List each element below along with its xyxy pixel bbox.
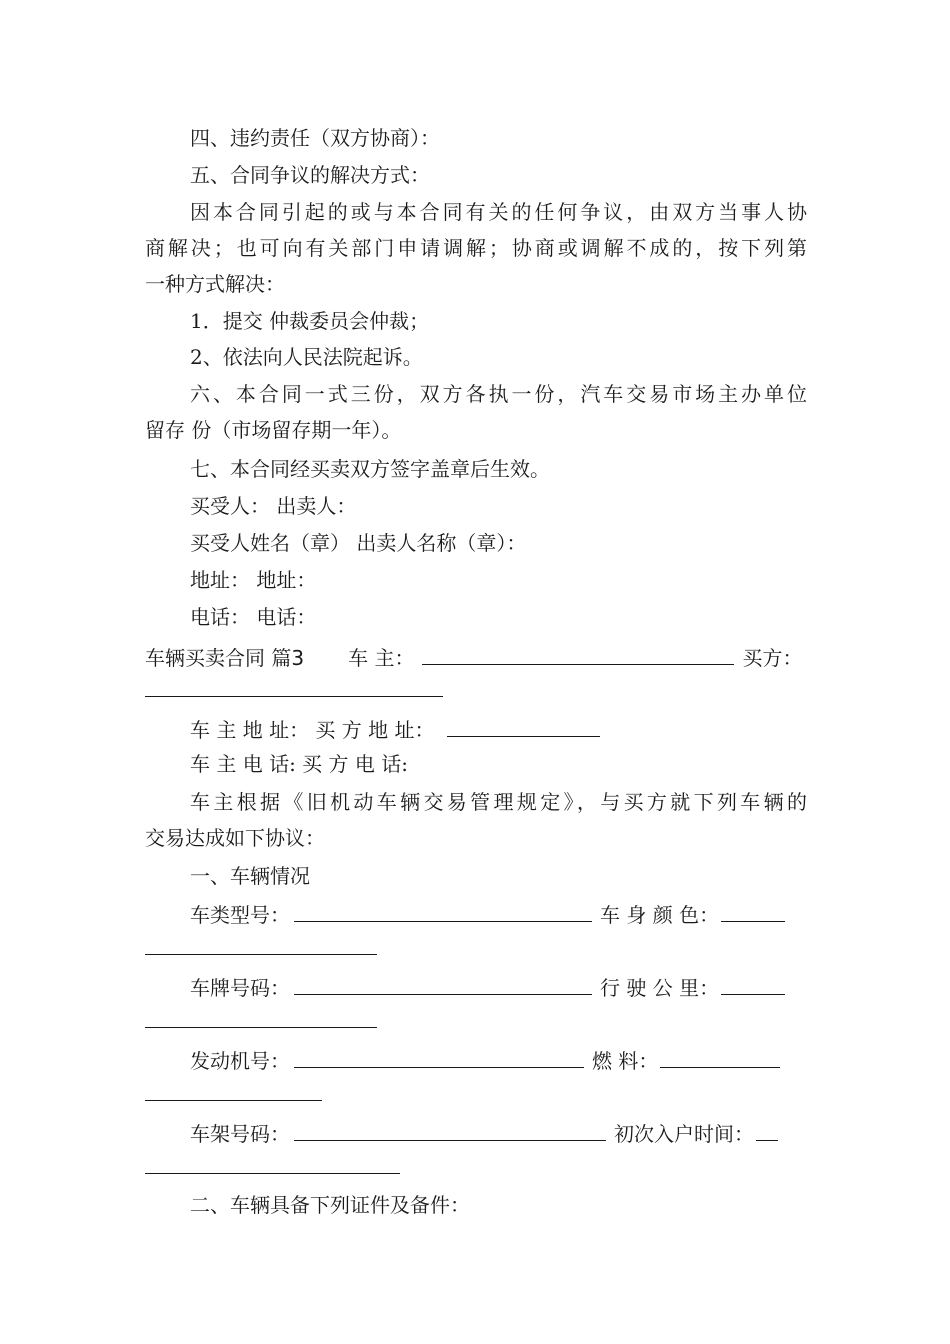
owner-label: 车 主：: [348, 646, 415, 670]
engine-blank[interactable]: [294, 1046, 584, 1068]
owner-blank[interactable]: [422, 643, 734, 665]
registration-blank[interactable]: [756, 1119, 778, 1141]
signature-phone: 电话： 电话：: [190, 605, 317, 629]
paragraph-line: 留存 份（市场留存期一年）。: [145, 418, 402, 442]
model-color-line: [190, 900, 807, 927]
paragraph-line: 一种方式解决：: [145, 272, 285, 296]
option-arbitration: 1．提交 仲裁委员会仲裁；: [190, 309, 430, 333]
mileage-label: 行 驶 公 里：: [600, 976, 720, 1000]
mileage-blank-continued[interactable]: [145, 1006, 377, 1028]
signature-names: 买受人姓名（章） 出卖人名称（章）：: [190, 531, 527, 555]
fuel-label: 燃 料：: [592, 1049, 659, 1073]
phone-line: 车 主 电 话: 买 方 电 话:: [190, 752, 408, 776]
clause-7-effective: 七、本合同经买卖双方签字盖章后生效。: [190, 457, 550, 481]
signature-parties: 买受人： 出卖人：: [190, 494, 357, 518]
buyer-address-blank[interactable]: [447, 715, 600, 737]
address-line: [190, 715, 807, 742]
section-3-heading: 车辆买卖合同 篇3: [145, 646, 305, 670]
color-label: 车 身 颜 色：: [600, 903, 720, 927]
section-3-header-line: [145, 643, 807, 670]
option-court: 2、依法向人民法院起诉。: [190, 345, 423, 369]
buyer-blank-line: [145, 675, 807, 702]
vehicle-info-heading: 一、车辆情况: [190, 864, 310, 888]
intro-line: 车主根据《旧机动车辆交易管理规定》，与买方就下列车辆的: [190, 790, 807, 814]
paragraph-line: 商解决；也可向有关部门申请调解；协商或调解不成的，按下列第: [145, 236, 807, 260]
color-blank-continued[interactable]: [145, 933, 377, 955]
fuel-blank-line: [145, 1079, 807, 1106]
paragraph-line: 因本合同引起的或与本合同有关的任何争议，由双方当事人协: [190, 200, 807, 224]
frame-blank[interactable]: [294, 1119, 606, 1141]
clause-4-breach-liability: 四、违约责任（双方协商）：: [190, 126, 440, 150]
documents-heading: 二、车辆具备下列证件及备件：: [190, 1193, 470, 1217]
signature-address: 地址： 地址：: [190, 568, 317, 592]
mileage-blank[interactable]: [721, 973, 785, 995]
plate-blank[interactable]: [294, 973, 592, 995]
buyer-blank[interactable]: [145, 675, 443, 697]
frame-label: 车架号码：: [190, 1122, 290, 1146]
mileage-blank-line: [145, 1006, 807, 1033]
engine-fuel-line: [190, 1046, 807, 1073]
color-blank[interactable]: [721, 900, 785, 922]
color-blank-line: [145, 933, 807, 960]
fuel-blank-continued[interactable]: [145, 1079, 322, 1101]
registration-label: 初次入户时间：: [614, 1122, 754, 1146]
model-blank[interactable]: [294, 900, 592, 922]
address-label: 车 主 地 址： 买 方 地 址：: [190, 718, 435, 742]
registration-blank-continued[interactable]: [145, 1152, 400, 1174]
engine-label: 发动机号：: [190, 1049, 290, 1073]
buyer-label: 买方：: [742, 646, 803, 670]
intro-line: 交易达成如下协议：: [145, 826, 325, 850]
model-label: 车类型号：: [190, 903, 290, 927]
fuel-blank[interactable]: [660, 1046, 780, 1068]
clause-6-copies: 六、本合同一式三份，双方各执一份，汽车交易市场主办单位: [190, 382, 807, 406]
clause-5-dispute-resolution: 五、合同争议的解决方式：: [190, 163, 430, 187]
registration-blank-line: [145, 1152, 807, 1179]
plate-label: 车牌号码：: [190, 976, 290, 1000]
plate-mileage-line: [190, 973, 807, 1000]
frame-registration-line: [190, 1119, 807, 1146]
